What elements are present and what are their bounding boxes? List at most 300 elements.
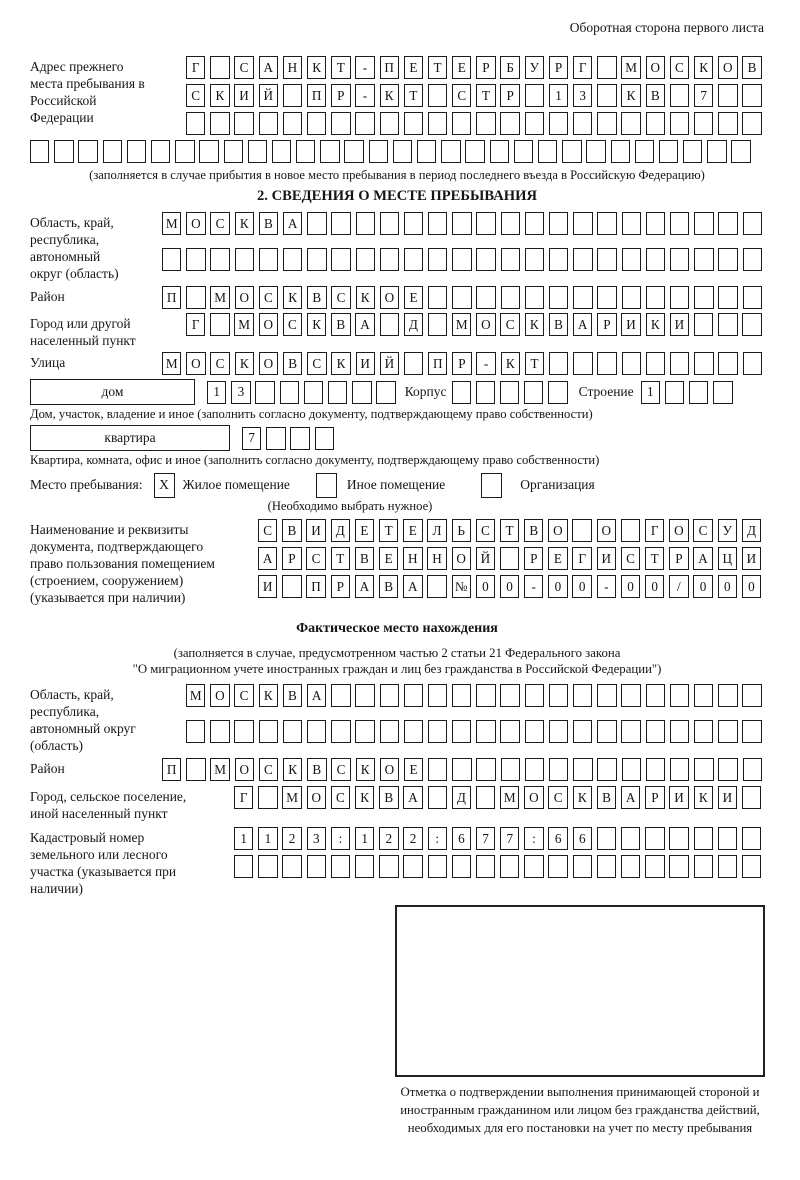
fact-rayon-label: Район [30, 761, 65, 776]
char-box: С [234, 56, 253, 79]
char-box [476, 720, 495, 743]
doc-rows [258, 519, 761, 598]
char-box [452, 855, 471, 878]
char-box: У [718, 519, 737, 542]
char-box [304, 381, 323, 404]
char-box [210, 248, 229, 271]
char-box: Г [645, 519, 664, 542]
char-box: О [548, 519, 567, 542]
char-box: 1 [641, 381, 660, 404]
char-box: К [355, 786, 374, 809]
char-box: - [524, 575, 543, 598]
char-box [597, 248, 616, 271]
char-box [718, 720, 737, 743]
char-box [538, 140, 557, 163]
char-box: : [331, 827, 350, 850]
dom-number-row [207, 381, 396, 404]
char-box: № [452, 575, 471, 598]
char-box [476, 786, 495, 809]
char-box [186, 286, 205, 309]
rayon-label: Район [30, 289, 65, 304]
char-box [30, 140, 49, 163]
char-box [646, 112, 665, 135]
char-box: С [500, 313, 519, 336]
char-box [290, 427, 309, 450]
char-box: О [597, 519, 616, 542]
option-zhiloe-label: Жилое помещение [182, 477, 290, 492]
char-box: Б [500, 56, 519, 79]
char-box: К [694, 786, 713, 809]
char-box [525, 84, 544, 107]
char-box: И [621, 313, 640, 336]
char-box [452, 248, 471, 271]
char-box [694, 248, 713, 271]
char-box: : [524, 827, 543, 850]
kvartira-note: Квартира, комната, офис и иное (заполнить согласно документу, подтверждающему право собственности) [30, 453, 600, 467]
kvartira-number-row [242, 427, 334, 450]
doc-row-1 [258, 519, 761, 542]
char-box [501, 212, 520, 235]
char-box [670, 212, 689, 235]
char-box [186, 758, 205, 781]
char-box [490, 140, 509, 163]
char-box: Г [186, 313, 205, 336]
mesto-row [30, 472, 764, 498]
stamp-caption: Отметка о подтверждении выполнения принимающей стороной и иностранным гражданином или лицом без гражданства действий, необходимых для его постановки на учет по месту пребывания [400, 1085, 760, 1135]
char-box: К [356, 286, 375, 309]
fact-title: Фактическое место нахождения [296, 621, 498, 636]
char-box: И [670, 313, 689, 336]
char-box [307, 855, 326, 878]
char-box [718, 313, 737, 336]
char-box [283, 84, 302, 107]
char-box [525, 684, 544, 707]
char-box: С [259, 286, 278, 309]
char-box: К [331, 352, 350, 375]
char-box [743, 352, 762, 375]
char-box [151, 140, 170, 163]
char-box [380, 248, 399, 271]
char-box [210, 720, 229, 743]
char-box [718, 855, 737, 878]
char-box: В [379, 786, 398, 809]
char-box: 7 [500, 827, 519, 850]
char-box [694, 352, 713, 375]
char-box: С [452, 84, 471, 107]
char-box [465, 140, 484, 163]
char-box [162, 248, 181, 271]
char-box [573, 248, 592, 271]
char-box: 1 [207, 381, 226, 404]
char-box [355, 112, 374, 135]
char-box [525, 112, 544, 135]
char-box [452, 112, 471, 135]
char-box [78, 140, 97, 163]
char-box: 3 [573, 84, 592, 107]
char-box: М [210, 286, 229, 309]
char-box [549, 212, 568, 235]
char-box [283, 248, 302, 271]
fact-oblast-group [30, 684, 764, 754]
char-box [694, 313, 713, 336]
char-box [646, 684, 665, 707]
char-box [621, 827, 640, 850]
char-box: К [356, 758, 375, 781]
char-box: К [307, 313, 326, 336]
char-box: 7 [242, 427, 261, 450]
char-box [573, 212, 592, 235]
ulitsa-group [30, 352, 764, 375]
char-box: - [476, 352, 495, 375]
prev-address-row-1 [186, 56, 762, 79]
gorod-label: Город или другой населенный пункт [30, 316, 136, 348]
char-box [597, 758, 616, 781]
oblast-label: Область, край, республика, автономный округ (область) [30, 215, 119, 281]
char-box: Р [597, 313, 616, 336]
char-box [356, 248, 375, 271]
char-box [127, 140, 146, 163]
char-box [573, 720, 592, 743]
prev-address-note: (заполняется в случае прибытия в новое место пребывания в период последнего въезда в Российскую Федерацию) [89, 168, 705, 182]
prev-address-group [30, 56, 764, 135]
char-box [597, 286, 616, 309]
char-box: Т [379, 519, 398, 542]
char-box: О [380, 286, 399, 309]
char-box [597, 827, 616, 850]
char-box: 1 [549, 84, 568, 107]
char-box [403, 855, 422, 878]
char-box [452, 286, 471, 309]
char-box: 7 [694, 84, 713, 107]
char-box: С [283, 313, 302, 336]
char-box: П [307, 84, 326, 107]
char-box: 1 [355, 827, 374, 850]
char-box [328, 381, 347, 404]
prev-address-row-2 [186, 84, 762, 107]
gorod-group [30, 313, 764, 349]
option-inoe-label: Иное помещение [346, 477, 446, 492]
kadastr-rows [234, 827, 761, 878]
char-box: - [355, 56, 374, 79]
fact-gorod-group [30, 786, 764, 822]
mesto-label: Место пребывания: [30, 477, 143, 492]
doc-row-2 [258, 547, 761, 570]
char-box: В [355, 547, 374, 570]
char-box [572, 519, 591, 542]
char-box: В [549, 313, 568, 336]
char-box [441, 140, 460, 163]
char-box [428, 855, 447, 878]
char-box: М [186, 684, 205, 707]
char-box: Р [500, 84, 519, 107]
char-box: К [380, 84, 399, 107]
char-box: В [282, 519, 301, 542]
char-box: Е [379, 547, 398, 570]
char-box [500, 381, 519, 404]
oblast-group [30, 212, 764, 282]
char-box [476, 248, 495, 271]
char-box: К [525, 313, 544, 336]
char-box: К [283, 758, 302, 781]
char-box [210, 56, 229, 79]
char-box [355, 855, 374, 878]
char-box: О [259, 352, 278, 375]
char-box [646, 352, 665, 375]
fact-gorod-label: Город, сельское поселение, иной населенный пункт [30, 789, 187, 821]
char-box [428, 786, 447, 809]
char-box: О [524, 786, 543, 809]
char-box: А [283, 212, 302, 235]
char-box: 2 [403, 827, 422, 850]
char-box: В [331, 313, 350, 336]
char-box: 1 [234, 827, 253, 850]
char-box [718, 84, 737, 107]
char-box [525, 758, 544, 781]
char-box [452, 381, 471, 404]
char-box [707, 140, 726, 163]
char-box [175, 140, 194, 163]
char-box [501, 248, 520, 271]
kvartira-row [30, 425, 764, 451]
char-box [597, 720, 616, 743]
section2-title: 2. СВЕДЕНИЯ О МЕСТЕ ПРЕБЫВАНИЯ [256, 188, 537, 204]
ulitsa-label: Улица [30, 355, 66, 370]
char-box: К [646, 313, 665, 336]
char-box [428, 313, 447, 336]
char-box: П [162, 758, 181, 781]
korpus-label: Корпус [404, 384, 447, 399]
char-box: О [718, 56, 737, 79]
char-box [380, 720, 399, 743]
checkbox-inoe [316, 473, 337, 498]
char-box [452, 684, 471, 707]
char-box [476, 286, 495, 309]
char-box [573, 684, 592, 707]
char-box [248, 140, 267, 163]
char-box: Р [282, 547, 301, 570]
char-box [266, 427, 285, 450]
char-box: О [235, 758, 254, 781]
char-box: А [355, 313, 374, 336]
char-box [296, 140, 315, 163]
char-box: А [573, 313, 592, 336]
char-box [452, 212, 471, 235]
char-box: 0 [718, 575, 737, 598]
char-box [428, 720, 447, 743]
char-box [234, 112, 253, 135]
char-box [622, 212, 641, 235]
oblast-rows [162, 212, 762, 271]
char-box: 0 [476, 575, 495, 598]
char-box [307, 248, 326, 271]
char-box [417, 140, 436, 163]
char-box [272, 140, 291, 163]
char-box: В [524, 519, 543, 542]
char-box [404, 684, 423, 707]
char-box: Е [404, 286, 423, 309]
char-box [234, 855, 253, 878]
char-box [186, 248, 205, 271]
char-box [597, 84, 616, 107]
char-box [199, 140, 218, 163]
char-box [259, 248, 278, 271]
char-box: С [621, 547, 640, 570]
dom-label-box: дом [30, 379, 195, 405]
char-box [742, 720, 761, 743]
char-box [731, 140, 750, 163]
char-box [622, 758, 641, 781]
char-box [320, 140, 339, 163]
char-box: К [307, 56, 326, 79]
char-box: Ц [718, 547, 737, 570]
fact-oblast-row-2 [186, 720, 762, 743]
char-box: У [525, 56, 544, 79]
char-box: С [476, 519, 495, 542]
char-box [331, 855, 350, 878]
char-box [670, 84, 689, 107]
confirmation-stamp-box [395, 905, 765, 1077]
char-box [428, 286, 447, 309]
char-box [224, 140, 243, 163]
char-box [670, 684, 689, 707]
kvartira-label-box: квартира [30, 425, 230, 451]
char-box [597, 684, 616, 707]
char-box: Е [403, 519, 422, 542]
prev-address-rows [186, 56, 762, 135]
char-box [718, 112, 737, 135]
char-box: И [669, 786, 688, 809]
char-box: В [259, 212, 278, 235]
char-box: Й [476, 547, 495, 570]
char-box: Т [645, 547, 664, 570]
char-box: О [259, 313, 278, 336]
char-box: 2 [379, 827, 398, 850]
char-box [621, 720, 640, 743]
fact-oblast-rows [186, 684, 762, 743]
char-box [718, 286, 737, 309]
char-box: 0 [548, 575, 567, 598]
char-box [548, 855, 567, 878]
prev-address-row-3 [186, 112, 762, 135]
char-box: Н [403, 547, 422, 570]
char-box [259, 112, 278, 135]
char-box [210, 313, 229, 336]
char-box [659, 140, 678, 163]
char-box: В [597, 786, 616, 809]
char-box [645, 855, 664, 878]
char-box [645, 827, 664, 850]
char-box: И [306, 519, 325, 542]
char-box [380, 313, 399, 336]
char-box [283, 720, 302, 743]
char-box [376, 381, 395, 404]
char-box: М [234, 313, 253, 336]
char-box: В [283, 684, 302, 707]
fact-oblast-row-1 [186, 684, 762, 707]
char-box [718, 352, 737, 375]
char-box: О [646, 56, 665, 79]
rayon-row [162, 286, 762, 309]
char-box [54, 140, 73, 163]
char-box: Т [331, 547, 350, 570]
char-box [352, 381, 371, 404]
char-box [186, 112, 205, 135]
char-box: С [186, 84, 205, 107]
char-box [258, 786, 277, 809]
char-box [670, 758, 689, 781]
char-box [669, 827, 688, 850]
ulitsa-row [162, 352, 762, 375]
char-box: 6 [452, 827, 471, 850]
char-box [694, 827, 713, 850]
char-box [742, 84, 761, 107]
char-box: Р [669, 547, 688, 570]
char-box: П [428, 352, 447, 375]
char-box: А [621, 786, 640, 809]
prev-address-row-4 [30, 140, 764, 163]
char-box [621, 112, 640, 135]
char-box [234, 720, 253, 743]
char-box [331, 112, 350, 135]
char-box: 2 [282, 827, 301, 850]
char-box [315, 427, 334, 450]
char-box [718, 684, 737, 707]
char-box [282, 575, 301, 598]
char-box [597, 855, 616, 878]
char-box [428, 212, 447, 235]
char-box [694, 855, 713, 878]
char-box [307, 212, 326, 235]
char-box: С [331, 786, 350, 809]
char-box [694, 720, 713, 743]
char-box [514, 140, 533, 163]
char-box [718, 827, 737, 850]
char-box [404, 352, 423, 375]
char-box: Е [452, 56, 471, 79]
char-box [476, 212, 495, 235]
char-box: Р [331, 84, 350, 107]
char-box [501, 286, 520, 309]
char-box: К [235, 212, 254, 235]
char-box: Р [331, 575, 350, 598]
char-box [427, 575, 446, 598]
char-box: В [307, 286, 326, 309]
char-box: 0 [621, 575, 640, 598]
char-box [549, 720, 568, 743]
char-box: Е [548, 547, 567, 570]
fact-rayon-row [162, 758, 762, 781]
char-box: И [234, 84, 253, 107]
char-box [743, 248, 762, 271]
char-box [646, 286, 665, 309]
korpus-row [452, 381, 568, 404]
char-box: И [742, 547, 761, 570]
char-box: 0 [572, 575, 591, 598]
char-box [718, 248, 737, 271]
char-box [573, 758, 592, 781]
char-box: Е [404, 56, 423, 79]
char-box [452, 758, 471, 781]
char-box: С [331, 286, 350, 309]
char-box [500, 112, 519, 135]
char-box: 6 [573, 827, 592, 850]
char-box: И [718, 786, 737, 809]
char-box: 3 [307, 827, 326, 850]
option-organizaciya-label: Организация [520, 477, 595, 492]
kadastr-label: Кадастровый номер земельного или лесного участка (указывается при наличии) [30, 830, 177, 896]
char-box: Н [283, 56, 302, 79]
char-box: О [452, 547, 471, 570]
